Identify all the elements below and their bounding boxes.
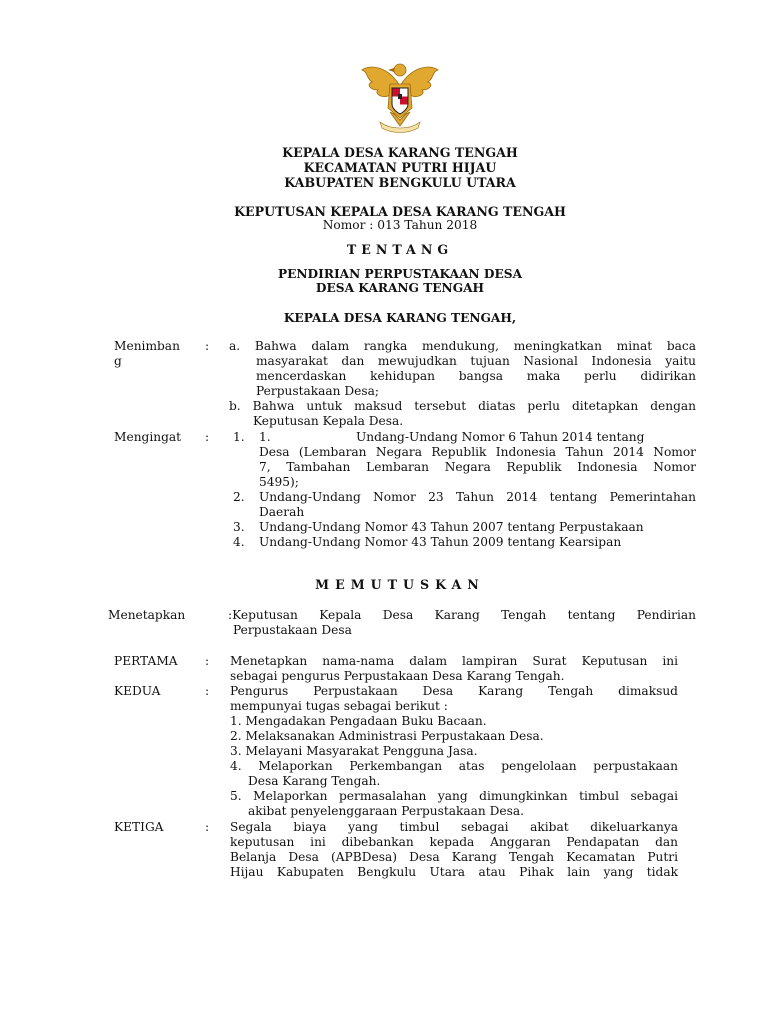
mengingat-item-number: 2. <box>233 490 245 504</box>
subject-line-1: PENDIRIAN PERPUSTAKAAN DESA <box>277 267 523 281</box>
kedua-task: 4. Melaporkan Perkembangan atas pengelolaan perpustakaan <box>230 759 678 773</box>
ketiga-text: keputusan ini dibebankan kepada Anggaran Pendapatan dan <box>230 835 678 849</box>
menimbang-a-line: masyarakat dan mewujudkan tujuan Nasional Indonesia yaitu <box>256 354 696 368</box>
menetapkan-text: :Keputusan Kepala Desa Karang Tengah tentang Pendirian <box>228 608 696 622</box>
kedua-intro: mempunyai tugas sebagai berikut : <box>230 699 448 713</box>
ketiga-colon: : <box>205 820 210 834</box>
mengingat-item-1-text: Undang-Undang Nomor 6 Tahun 2014 tentang <box>356 430 645 444</box>
mengingat-item-number: 4. <box>233 535 245 549</box>
mengingat-item-4-text: Undang-Undang Nomor 43 Tahun 2009 tentang Kearsipan <box>259 535 622 549</box>
mengingat-label: Mengingat <box>114 430 182 444</box>
kedua-task: akibat penyelenggaraan Perpustakaan Desa. <box>248 804 525 818</box>
mengingat-item-3-text: Undang-Undang Nomor 43 Tahun 2007 tentang Perpustakaan <box>259 520 644 534</box>
ketiga-text: Belanja Desa (APBDesa) Desa Karang Tengah Kecamatan Putri <box>230 850 678 864</box>
garuda-emblem-icon <box>358 56 442 136</box>
header-line-2: KECAMATAN PUTRI HIJAU <box>303 160 497 175</box>
menimbang-label-wrap: g <box>114 354 122 368</box>
kepala-desa-heading: KEPALA DESA KARANG TENGAH, <box>283 311 517 325</box>
mengingat-item-number: 3. <box>233 520 245 534</box>
decree-title: KEPUTUSAN KEPALA DESA KARANG TENGAH <box>234 204 566 219</box>
kedua-task: 2. Melaksanakan Administrasi Perpustakaan Desa. <box>230 729 544 743</box>
header-line-3: KABUPATEN BENGKULU UTARA <box>284 175 516 190</box>
kedua-colon: : <box>205 684 210 698</box>
kedua-intro: Pengurus Perpustakaan Desa Karang Tengah dimaksud <box>230 684 678 698</box>
menimbang-label: Menimban <box>114 339 180 353</box>
mengingat-item-2-text: Daerah <box>259 505 305 519</box>
ketiga-text: Segala biaya yang timbul sebagai akibat dikeluarkanya <box>230 820 678 834</box>
kedua-task: Desa Karang Tengah. <box>248 774 381 788</box>
mengingat-colon: : <box>205 430 210 444</box>
mengingat-item-1-text: 5495); <box>259 475 299 489</box>
mengingat-item-1-text: 7, Tambahan Lembaran Negara Republik Indonesia Nomor <box>259 460 696 474</box>
kedua-task: 1. Mengadakan Pengadaan Buku Bacaan. <box>230 714 487 728</box>
decree-number: Nomor : 013 Tahun 2018 <box>322 218 478 232</box>
menimbang-colon: : <box>205 339 210 353</box>
ketiga-text: Hijau Kabupaten Bengkulu Utara atau Pihak lain yang tidak <box>230 865 678 879</box>
header-line-1: KEPALA DESA KARANG TENGAH <box>282 145 518 160</box>
kedua-label: KEDUA <box>114 684 161 698</box>
mengingat-item-number: 1. <box>233 430 245 444</box>
menimbang-a-line: mencerdaskan kehidupan bangsa maka perlu didirikan <box>256 369 696 383</box>
menetapkan-text: Perpustakaan Desa <box>233 623 352 637</box>
mengingat-item-1-text: Desa (Lembaran Negara Republik Indonesia Tahun 2014 Nomor <box>259 445 696 459</box>
memutuskan-heading: MEMUTUSKAN <box>315 577 485 592</box>
pertama-colon: : <box>205 654 210 668</box>
mengingat-item-2-text: Undang-Undang Nomor 23 Tahun 2014 tentang Pemerintahan <box>259 490 696 504</box>
menetapkan-label: Menetapkan <box>108 608 186 622</box>
kedua-task: 5. Melaporkan permasalahan yang dimungkinkan timbul sebagai <box>230 789 678 803</box>
pertama-text: sebagai pengurus Perpustakaan Desa Karang Tengah. <box>230 669 565 683</box>
menimbang-a-line: Perpustakaan Desa; <box>256 384 380 398</box>
menimbang-b-line: Keputusan Kepala Desa. <box>253 414 404 428</box>
pertama-text: Menetapkan nama-nama dalam lampiran Surat Keputusan ini <box>230 654 678 668</box>
menimbang-b-line: b. Bahwa untuk maksud tersebut diatas perlu ditetapkan dengan <box>229 399 696 413</box>
tentang-heading: TENTANG <box>346 242 454 257</box>
kedua-task: 3. Melayani Masyarakat Pengguna Jasa. <box>230 744 478 758</box>
menimbang-a-line: a. Bahwa dalam rangka mendukung, meningkatkan minat baca <box>229 339 696 353</box>
subject-line-2: DESA KARANG TENGAH <box>315 281 485 295</box>
ketiga-label: KETIGA <box>114 820 164 834</box>
mengingat-item-subnumber: 1. <box>259 430 271 444</box>
pertama-label: PERTAMA <box>114 654 178 668</box>
